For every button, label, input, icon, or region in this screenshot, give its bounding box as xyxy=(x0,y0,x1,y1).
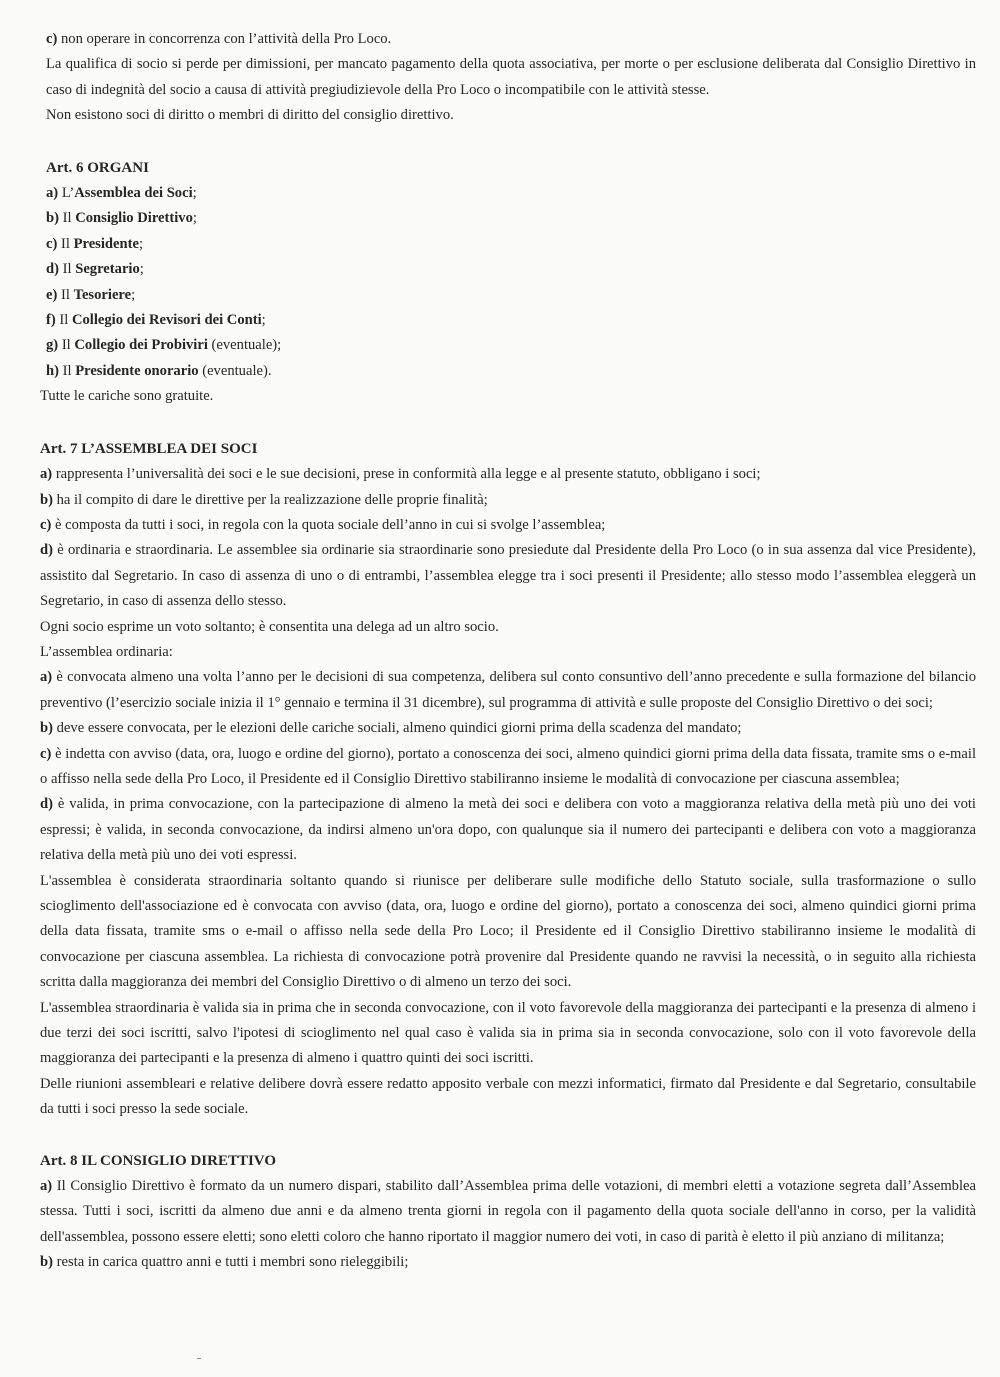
item-organ: Collegio dei Probiviri xyxy=(74,337,208,354)
item-suffix: ; xyxy=(138,235,144,252)
item-suffix: ; xyxy=(139,261,144,278)
item-label: a) xyxy=(40,466,53,483)
item-label: c) xyxy=(46,31,58,47)
extraordinary-validity-paragraph: L'assemblea straordinaria è valida sia in prima che in seconda convocazione, con il voto favorevole della maggioranza dei partecipanti e la presenza di almeno i due terzi dei soci iscritti, salvo l'ipotesi di scioglimento nel qual caso è valida sia in prima sia in seconda convocazione, solo con il voto favorevole della maggioranza dei partecipanti e la presenza di almeno i quattro quinti dei soci iscritti. xyxy=(40,999,976,1067)
item-organ: Presidente onorario xyxy=(75,362,199,379)
art7-item xyxy=(40,513,976,538)
art6-item xyxy=(40,257,976,282)
art6-footer: Tutte le cariche sono gratuite. xyxy=(40,388,214,405)
item-prefix: Il xyxy=(58,362,76,379)
item-label: d) xyxy=(40,796,53,813)
item-organ: Assemblea dei Soci xyxy=(74,185,193,202)
art6-item xyxy=(40,232,976,257)
art6-item xyxy=(40,308,976,333)
item-prefix: L’ xyxy=(58,185,75,202)
art7-heading: Art. 7 L’ASSEMBLEA DEI SOCI xyxy=(40,440,258,457)
item-text: non operare in concorrenza con l’attività della Pro Loco. xyxy=(57,31,392,47)
ordinary-item xyxy=(40,792,976,868)
art6-item xyxy=(40,333,976,358)
item-label: f) xyxy=(46,312,56,329)
item-label: d) xyxy=(46,261,59,278)
art8-item xyxy=(40,1250,976,1275)
art6-item xyxy=(40,359,976,384)
item-suffix: ; xyxy=(192,185,197,202)
item-prefix: Il xyxy=(57,286,74,303)
art7-item xyxy=(40,462,976,487)
no-members-paragraph: Non esistono soci di diritto o membri di diritto del consiglio direttivo. xyxy=(46,107,454,124)
art8-heading: Art. 8 IL CONSIGLIO DIRETTIVO xyxy=(40,1152,276,1169)
art6-item xyxy=(40,283,976,308)
ordinary-item xyxy=(40,742,976,793)
art6-heading: Art. 6 ORGANI xyxy=(46,159,149,176)
item-prefix: Il xyxy=(57,235,74,252)
intro-item-c xyxy=(40,27,976,52)
art6-item xyxy=(40,181,976,206)
item-prefix: Il xyxy=(58,337,75,354)
item-label: a) xyxy=(40,669,53,686)
item-prefix: Il xyxy=(58,210,76,227)
art7-item xyxy=(40,538,976,614)
item-prefix: Il xyxy=(55,312,72,329)
item-label: g) xyxy=(46,337,59,354)
item-label: a) xyxy=(40,1178,53,1195)
item-text: è ordinaria e straordinaria. Le assemblee sia ordinarie sia straordinarie sono presiedute dal Presidente della Pro Loco (o in sua assenza dal vice Presidente), assistito dal Segretario. In caso di assenza di uno o di entrambi, l’assemblea elegge tra i soci presenti il Presidente; allo stesso modo l’assemblea eleggerà un Segretario, in caso di assenza dello stesso. xyxy=(40,542,976,610)
item-organ: Collegio dei Revisori dei Conti xyxy=(71,312,262,329)
item-label: c) xyxy=(40,745,52,762)
ordinary-assembly-title: L’assemblea ordinaria: xyxy=(40,643,173,660)
item-label: c) xyxy=(46,235,58,252)
item-organ: Presidente xyxy=(73,235,139,252)
art7-item xyxy=(40,488,976,513)
vote-paragraph: Ogni socio esprime un voto soltanto; è consentita una delega ad un altro socio. xyxy=(40,618,499,635)
item-suffix: (eventuale); xyxy=(207,337,282,354)
item-text: deve essere convocata, per le elezioni delle cariche sociali, almeno quindici giorni prima della scadenza del mandato; xyxy=(52,720,742,737)
item-organ: Tesoriere xyxy=(73,286,132,303)
item-text: è indetta con avviso (data, ora, luogo e ordine del giorno), portato a conoscenza dei soci, almeno quindici giorni prima della data fissata, tramite sms o e-mail o affisso nella sede della Pro Loco, il Presidente ed il Consiglio Direttivo stabiliranno insieme le modalità di convocazione per ciascuna assemblea; xyxy=(40,745,976,787)
item-label: h) xyxy=(46,362,59,379)
membership-loss-paragraph: La qualifica di socio si perde per dimissioni, per mancato pagamento della quota associativa, per morte o per esclusione deliberata dal Consiglio Direttivo in caso di indegnità del socio a causa di attività pregiudizievole della Pro Loco o incompatibile con le attività stesse. xyxy=(46,56,976,98)
art6-item xyxy=(40,206,976,231)
item-text: è convocata almeno una volta l’anno per le decisioni di sua competenza, delibera sul conto consuntivo dell’anno precedente e sulla formazione del bilancio preventivo (l’esercizio sociale inizia il 1° gennaio e termina il 31 dicembre), sul programma di attività e sulle proposte del Consiglio Direttivo o dei soci; xyxy=(40,669,976,711)
scan-mark xyxy=(197,1358,201,1359)
item-organ: Consiglio Direttivo xyxy=(75,210,193,227)
item-suffix: (eventuale). xyxy=(198,362,272,379)
item-text: resta in carica quattro anni e tutti i membri sono rieleggibili; xyxy=(52,1254,409,1271)
item-text: è composta da tutti i soci, in regola con la quota sociale dell’anno in cui si svolge l’assemblea; xyxy=(51,516,606,533)
item-label: b) xyxy=(40,720,53,737)
item-text: ha il compito di dare le direttive per la realizzazione delle proprie finalità; xyxy=(52,491,488,508)
item-text: Il Consiglio Direttivo è formato da un numero dispari, stabilito dall’Assemblea prima delle votazioni, di membri eletti a votazione segreta dall’Assemblea stessa. Tutti i soci, iscritti da almeno due anni e da almeno trenta giorni in regola con il pagamento della quota sociale dell'anno in corso, per la validità dell'assemblea, possono essere eletti; sono eletti coloro che hanno riportato il maggior numero dei voti, in caso di parità è eletto il più anziano di militanza; xyxy=(40,1178,976,1245)
item-suffix: ; xyxy=(131,286,136,303)
item-suffix: ; xyxy=(261,312,266,329)
item-text: è valida, in prima convocazione, con la partecipazione di almeno la metà dei soci e delibera con voto a maggioranza relativa della metà più uno dei voti espressi; è valida, in seconda convocazione, da indirsi almeno un'ora dopo, con qualunque sia il numero dei partecipanti e delibera con voto a maggioranza relativa della metà più uno dei voti espressi. xyxy=(40,796,976,864)
item-label: b) xyxy=(40,1254,53,1271)
item-label: c) xyxy=(40,516,52,533)
item-prefix: Il xyxy=(58,261,76,278)
item-label: b) xyxy=(46,210,59,227)
art8-item xyxy=(40,1174,976,1250)
item-organ: Segretario xyxy=(75,261,140,278)
item-label: e) xyxy=(46,286,58,303)
art6-list xyxy=(40,181,976,384)
minutes-paragraph: Delle riunioni assembleari e relative delibere dovrà essere redatto apposito verbale con mezzi informatici, firmato dal Presidente e dal Segretario, consultabile da tutti i soci presso la sede sociale. xyxy=(40,1075,976,1118)
item-label: b) xyxy=(40,491,53,508)
item-label: d) xyxy=(40,542,53,559)
item-label: a) xyxy=(46,185,59,202)
item-text: rappresenta l’universalità dei soci e le sue decisioni, prese in conformità alla legge e al presente statuto, obbligano i soci; xyxy=(52,466,761,483)
ordinary-item xyxy=(40,716,976,741)
extraordinary-assembly-paragraph: L'assemblea è considerata straordinaria soltanto quando si riunisce per deliberare sulle modifiche dello Statuto sociale, sulla trasformazione o sullo scioglimento dell'associazione ed è convocata con avviso (data, ora, luogo e ordine del giorno), portato a conoscenza dei soci, almeno quindici giorni prima della data fissata, tramite sms o e-mail o affisso nella sede della Pro Loco; il Presidente ed il Consiglio Direttivo stabiliranno insieme le modalità di convocazione per ciascuna assemblea. La richiesta di convocazione potrà provenire dal Presidente quando ne ravvisi la necessità, o in seguito alla richiesta scritta dalla maggioranza dei membri del Consiglio Direttivo o di almeno un terzo dei soci. xyxy=(40,872,976,991)
ordinary-item xyxy=(40,665,976,716)
item-suffix: ; xyxy=(192,210,197,227)
